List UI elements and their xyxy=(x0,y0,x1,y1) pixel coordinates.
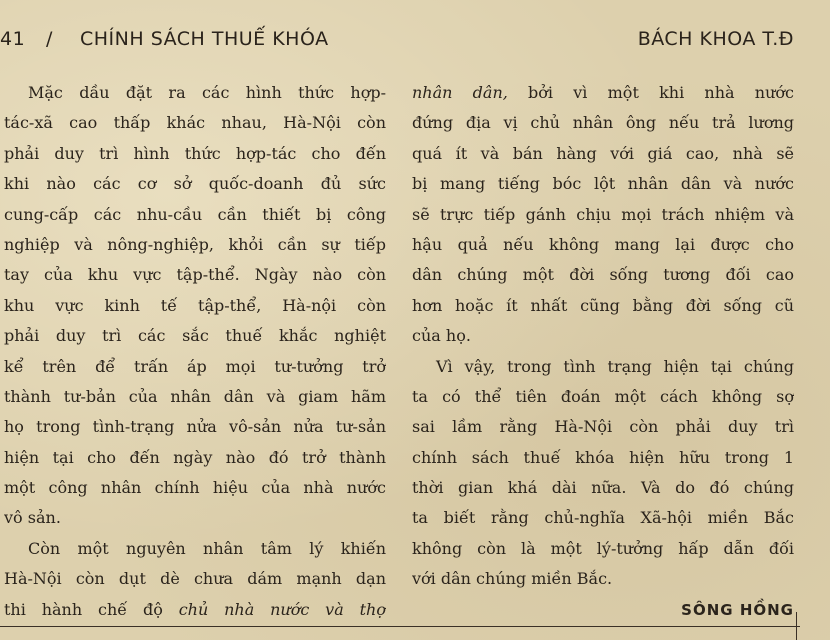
text-line: khu vực kinh tế tập-thể, Hà-nội còn xyxy=(4,295,386,315)
text-line: cung-cấp các nhu-cầu cần thiết bị công xyxy=(4,204,386,224)
author-signature: SÔNG HỒNG xyxy=(681,600,794,619)
text-line: thời gian khá dài nữa. Và do đó chúng xyxy=(412,478,794,498)
text-line: đứng địa vị chủ nhân ông nếu trả lương xyxy=(412,113,794,133)
text-line: quá ít và bán hàng với giá cao, nhà sẽ xyxy=(412,143,794,163)
text-line: thành tư-bản của nhân dân và giam hãm xyxy=(4,386,386,406)
italic-phrase: chủ nhà nước và thợ xyxy=(178,599,386,619)
text-line-mixed xyxy=(4,595,386,625)
text-line: hiện tại cho đến ngày nào đó trở thành xyxy=(4,447,386,467)
text-line: bị mang tiếng bóc lột nhân dân và nước xyxy=(412,174,794,194)
left-column xyxy=(4,78,386,625)
right-column xyxy=(412,78,794,625)
text-line: Hà-Nội còn dụt dè chưa dám mạnh dạn xyxy=(4,569,386,589)
italic-phrase: nhân dân, xyxy=(412,83,508,102)
running-header xyxy=(0,28,830,58)
text-fragment: thi hành chế độ xyxy=(4,599,179,619)
text-line: của họ. xyxy=(412,326,471,346)
text-line: sẽ trực tiếp gánh chịu mọi trách nhiệm và xyxy=(412,204,794,224)
article-title: CHÍNH SÁCH THUẾ KHÓA xyxy=(80,28,329,50)
text-line: họ trong tình-trạng nửa vô-sản nửa tư-sản xyxy=(4,417,386,437)
page-number: 41 xyxy=(0,28,26,50)
text-line: khi nào các cơ sở quốc-doanh đủ sức xyxy=(4,174,386,194)
text-line: chính sách thuế khóa hiện hữu trong 1 xyxy=(412,447,794,467)
text-line: Mặc dầu đặt ra các hình thức hợp- xyxy=(28,83,386,102)
text-line: phải duy trì các sắc thuế khắc nghiệt xyxy=(4,326,386,346)
text-line: sai lầm rằng Hà-Nội còn phải duy trì xyxy=(412,417,794,437)
text-line: tác-xã cao thấp khác nhau, Hà-Nội còn xyxy=(4,113,386,133)
text-line: nghiệp và nông-nghiệp, khỏi cần sự tiếp xyxy=(4,234,386,254)
text-line: Vì vậy, trong tình trạng hiện tại chúng xyxy=(436,356,794,376)
magazine-name: BÁCH KHOA T.Đ xyxy=(637,28,794,50)
text-line: hậu quả nếu không mang lại được cho xyxy=(412,234,794,254)
text-fragment: bởi vì một khi nhà nước xyxy=(507,83,794,102)
footer-rule-corner xyxy=(796,612,797,640)
text-line: vô sản. xyxy=(4,508,61,528)
text-line: không còn là một lý-tưởng hấp dẫn đối xyxy=(412,538,794,558)
text-line: ta biết rằng chủ-nghĩa Xã-hội miền Bắc xyxy=(412,508,794,528)
text-line-mixed xyxy=(412,78,794,108)
text-line: với dân chúng miền Bắc. xyxy=(412,569,613,589)
text-line: một công nhân chính hiệu của nhà nước xyxy=(4,478,386,498)
text-line: tay của khu vực tập-thể. Ngày nào còn xyxy=(4,265,386,285)
text-line: ta có thể tiên đoán một cách không sợ xyxy=(412,386,794,406)
text-line: dân chúng một đời sống tương đối cao xyxy=(412,265,794,285)
header-separator: / xyxy=(46,28,53,50)
text-line: phải duy trì hình thức hợp-tác cho đến xyxy=(4,143,386,163)
text-line: kể trên để trấn áp mọi tư-tưởng trở xyxy=(4,356,386,376)
footer-rule xyxy=(0,626,800,627)
text-line: Còn một nguyên nhân tâm lý khiến xyxy=(28,538,386,558)
text-line: hơn hoặc ít nhất cũng bằng đời sống cũ xyxy=(412,295,794,315)
